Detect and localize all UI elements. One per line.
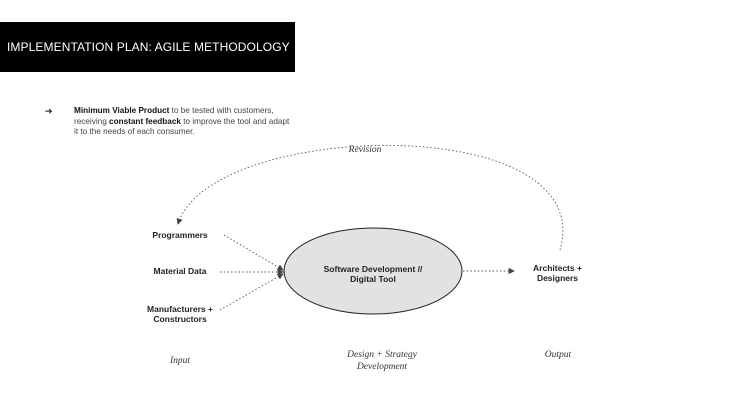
stage-output-label: Output	[544, 350, 572, 360]
input-manufacturers	[135, 304, 225, 324]
programmers-arrow	[224, 235, 283, 270]
output-architects	[515, 263, 600, 283]
input-manufacturers-line2: Constructors	[153, 314, 207, 324]
manufacturers-arrow	[220, 274, 283, 310]
center-label-line1: Software Development //	[323, 264, 423, 274]
stage-input-label: Input	[169, 356, 191, 366]
output-line2: Designers	[536, 273, 579, 283]
stage-middle-line2: Development	[356, 362, 408, 372]
arrow-right-icon: ➔	[45, 106, 53, 116]
center-label	[298, 264, 448, 284]
input-manufacturers-line1: Manufacturers +	[147, 304, 213, 314]
revision-label: Revision	[348, 145, 382, 155]
page-title-text: IMPLEMENTATION PLAN: AGILE METHODOLOGY	[7, 40, 290, 54]
bullet-text-part2: to be tested with customers, receiving	[74, 106, 274, 126]
stage-middle-line1: Design + Strategy	[347, 350, 417, 360]
input-programmers: Programmers	[152, 230, 208, 240]
bullet-text-part4: to improve the tool and adapt it to the needs of each consumer.	[74, 116, 290, 137]
bullet-bold-feedback: constant feedback	[109, 116, 181, 126]
input-material-data: Material Data	[153, 266, 207, 276]
stage-middle-label	[322, 349, 442, 373]
center-label-line2: Digital Tool	[350, 274, 396, 284]
bullet-bold-mvp: Minimum Viable Product	[74, 106, 170, 115]
output-line1: Architects +	[533, 263, 582, 273]
